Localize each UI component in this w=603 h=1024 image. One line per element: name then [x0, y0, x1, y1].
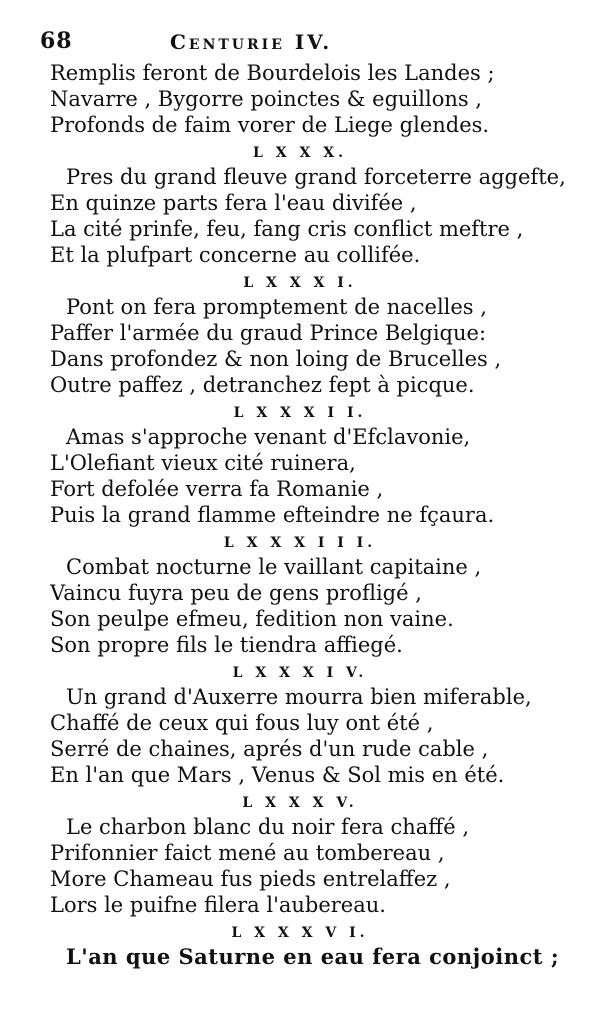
quatrain-numeral: L X X X I V.	[232, 665, 368, 681]
text-block	[50, 60, 580, 970]
verse-line: More Chameau fus pieds entrelaffez ,	[50, 867, 451, 891]
verse-line: En quinze parts fera l'eau divifée ,	[50, 191, 417, 215]
quatrain-numeral: L X X X I.	[243, 275, 357, 291]
verse-line: Profonds de faim vorer de Liege glendes.	[50, 113, 490, 137]
verse-line: Lors le puifne filera l'aubereau.	[50, 893, 386, 917]
verse-line: Son propre fils le tiendra affiegé.	[50, 633, 403, 657]
verse-line: L'an que Saturne en eau fera conjoinct ;	[66, 944, 560, 969]
quatrain-numeral: L X X X I I I.	[223, 535, 377, 551]
quatrain-numeral: L X X X V I.	[231, 925, 369, 941]
verse-line: Pres du grand fleuve grand forceterre aggefte,	[66, 165, 566, 189]
verse-line: Chaffé de ceux qui fous luy ont été ,	[50, 711, 434, 735]
verse-line: Son peulpe efmeu, fedition non vaine.	[50, 607, 454, 631]
verse-line: Serré de chaines, aprés d'un rude cable ,	[50, 737, 489, 761]
running-title: Centurie IV.	[170, 30, 333, 54]
verse-line: Prifonnier faict mené au tombereau ,	[50, 841, 445, 865]
verse-line: La cité prinfe, feu, fang cris conflict meftre ,	[50, 217, 524, 241]
verse-line: Outre paffez , detranchez fept à picque.	[50, 373, 475, 397]
quatrain-numeral: L X X X I I.	[233, 405, 367, 421]
verse-line: Navarre , Bygorre poinctes & eguillons ,	[50, 87, 482, 111]
verse-line: En l'an que Mars , Venus & Sol mis en été.	[50, 763, 505, 787]
quatrain-numeral: L X X X.	[253, 145, 347, 161]
verse-line: Paffer l'armée du graud Prince Belgique:	[50, 321, 487, 345]
verse-line: Fort defolée verra fa Romanie ,	[50, 477, 384, 501]
verse-line: Vaincu fuyra peu de gens profligé ,	[50, 581, 422, 605]
verse-line: Pont on fera promptement de nacelles ,	[66, 295, 487, 319]
verse-line: Et la plufpart concerne au collifée.	[50, 243, 421, 267]
verse-line: Amas s'approche venant d'Efclavonie,	[66, 425, 471, 449]
running-head	[40, 28, 560, 60]
verse-line: Dans profondez & non loing de Brucelles ,	[50, 347, 502, 371]
verse-line: Puis la grand flamme efteindre ne fçaura.	[50, 503, 495, 527]
page-number: 68	[40, 28, 73, 54]
verse-line: Combat nocturne le vaillant capitaine ,	[66, 555, 482, 579]
verse-line: Un grand d'Auxerre mourra bien miferable,	[66, 685, 532, 709]
verse-line: L'Olefiant vieux cité ruinera,	[50, 451, 356, 475]
quatrain-numeral: L X X X V.	[242, 795, 358, 811]
verse-line: Remplis feront de Bourdelois les Landes ;	[50, 61, 495, 85]
verse-line: Le charbon blanc du noir fera chaffé ,	[66, 815, 469, 839]
